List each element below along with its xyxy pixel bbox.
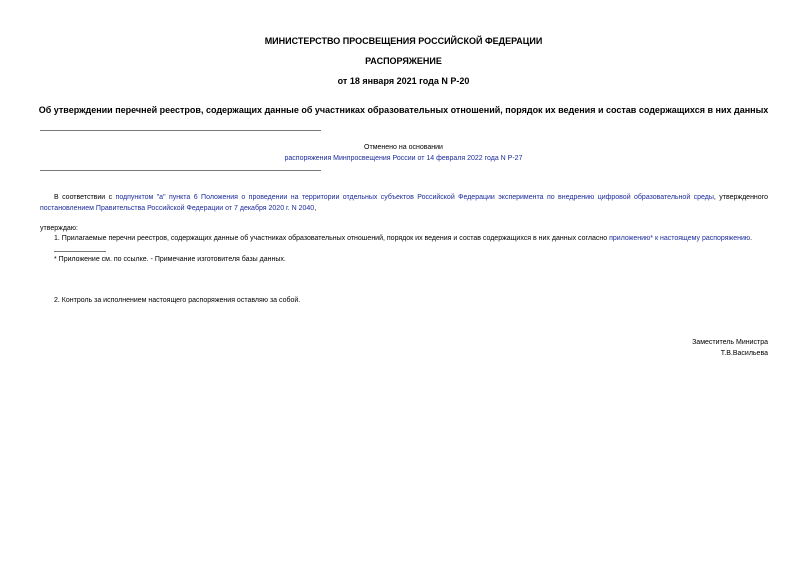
document-title: Об утверждении перечней реестров, содержащих данные об участниках образовательных отношений, порядок их ведения и состав содержащихся в них данных — [38, 105, 769, 115]
item-1-end: . — [750, 235, 753, 242]
document-type: РАСПОРЯЖЕНИЕ — [365, 56, 442, 66]
divider-bottom — [40, 170, 321, 171]
cancelled-link[interactable]: распоряжения Минпросвещения России от 14 февраля 2022 года N Р-27 — [284, 155, 523, 162]
item-1 — [54, 233, 752, 244]
signature-position: Заместитель Министра — [692, 339, 768, 346]
item-1-text: 1. Прилагаемые перечни реестров, содержащих данные об участниках образовательных отношений, порядок их ведения и состав содержащихся в них данных согласно — [54, 235, 610, 242]
approve-label: утверждаю: — [40, 225, 78, 232]
divider-top — [40, 130, 321, 131]
item-1-link[interactable]: приложению* к настоящему распоряжению — [609, 235, 751, 242]
document-date: от 18 января 2021 года N Р-20 — [337, 76, 470, 86]
preamble-text-3: , — [314, 205, 317, 212]
footnote-divider — [54, 251, 106, 252]
preamble-link-1[interactable]: подпунктом "а" пункта 6 Положения о проведении на территории отдельных субъектов Российской Федерации эксперимента по внедрению цифровой образовательной среды — [115, 194, 714, 201]
cancelled-label: Отменено на основании — [364, 144, 443, 151]
preamble-paragraph — [40, 192, 768, 214]
signature-name: Т.В.Васильева — [720, 350, 768, 357]
preamble-link-2[interactable]: постановлением Правительства Российской Федерации от 7 декабря 2020 г. N 2040 — [40, 205, 315, 212]
footnote: * Приложение см. по ссылке. - Примечание изготовителя базы данных. — [54, 256, 286, 263]
preamble-text-1: В соответствии с — [54, 194, 116, 201]
ministry-name: МИНИСТЕРСТВО ПРОСВЕЩЕНИЯ РОССИЙСКОЙ ФЕДЕРАЦИИ — [264, 36, 543, 46]
item-2: 2. Контроль за исполнением настоящего распоряжения оставляю за собой. — [54, 297, 301, 304]
preamble-text-2: , утвержденного — [713, 194, 768, 201]
